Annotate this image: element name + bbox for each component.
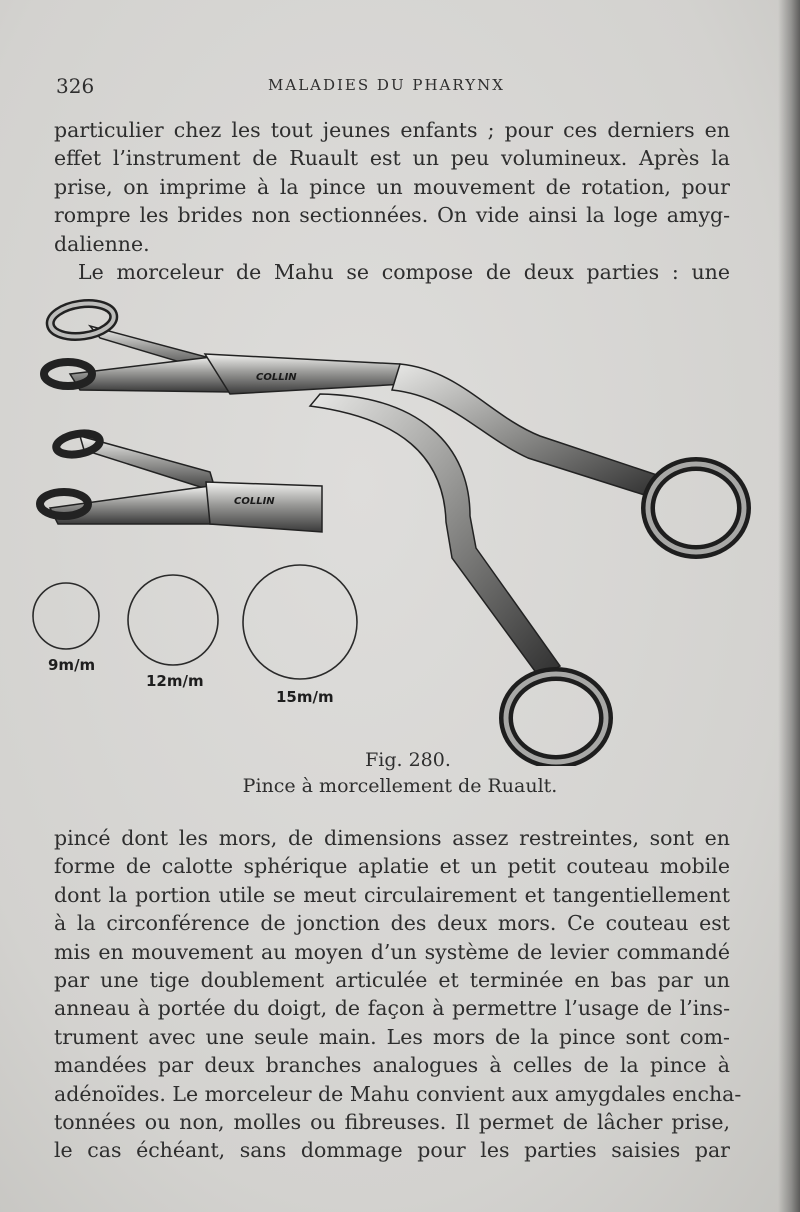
ring-label-12: 12m/m xyxy=(146,672,204,690)
main-forceps xyxy=(44,300,744,762)
text-line: mis en mouvement au moyen d’un système de levier commandé xyxy=(54,939,730,964)
text-line: forme de calotte sphérique aplatie et un petit couteau mobile xyxy=(54,854,730,879)
engraved-mark: COLLIN xyxy=(256,372,297,383)
paragraph-2 xyxy=(54,258,730,286)
text-line: le cas échéant, sans dommage pour les parties saisies par xyxy=(54,1138,730,1163)
instrument-figure xyxy=(20,286,760,766)
text-line: pincé dont les mors, de dimensions assez restreintes, sont en xyxy=(54,826,730,850)
jaw-detail xyxy=(40,430,322,532)
text-line: par une tige doublement articulée et terminée en bas par un xyxy=(54,968,730,993)
figure-label: Fig. 280. xyxy=(365,749,451,771)
page-header xyxy=(56,74,716,102)
text-line: Le morceleur de Mahu se compose de deux parties : une xyxy=(78,260,730,284)
engraved-mark-detail: COLLIN xyxy=(234,496,275,507)
text-line: particulier chez les tout jeunes enfants ; pour ces derniers en xyxy=(54,118,730,142)
ring-label-15: 15m/m xyxy=(276,688,334,706)
text-line: tonnées ou non, molles ou fibreuses. Il permet de lâcher prise, xyxy=(54,1110,730,1135)
text-line: mandées par deux branches analogues à celles de la pince à xyxy=(54,1053,730,1078)
page-spine-shadow xyxy=(778,0,800,1212)
text-line: dont la portion utile se meut circulairement et tangentiellement xyxy=(54,882,730,907)
text-line: adénoïdes. Le morceleur de Mahu convient aux amygdales encha- xyxy=(54,1081,742,1106)
text-line: dalienne. xyxy=(54,231,150,256)
text-line: rompre les brides non sectionnées. On vide ainsi la loge amyg- xyxy=(54,203,730,228)
ring-9mm xyxy=(33,583,99,649)
text-line: à la circonférence de jonction des deux mors. Ce couteau est xyxy=(54,911,730,936)
ring-12mm xyxy=(128,575,218,665)
text-line: trument avec une seule main. Les mors de la pince sont com- xyxy=(54,1024,730,1049)
ring-15mm xyxy=(243,565,357,679)
forceps-illustration xyxy=(20,286,760,766)
paragraph-3 xyxy=(54,824,742,1165)
figure-title: Pince à morcellement de Ruault. xyxy=(242,775,558,797)
paragraph-1 xyxy=(54,116,730,258)
text-line: prise, on imprime à la pince un mouvement de rotation, pour xyxy=(54,174,730,199)
ring-label-9: 9m/m xyxy=(48,656,96,674)
text-line: effet l’instrument de Ruault est un peu volumineux. Après la xyxy=(54,146,730,171)
text-line: anneau à portée du doigt, de façon à permettre l’usage de l’ins- xyxy=(54,996,730,1021)
running-title: MALADIES DU PHARYNX xyxy=(268,76,505,94)
page-number: 326 xyxy=(56,74,95,98)
